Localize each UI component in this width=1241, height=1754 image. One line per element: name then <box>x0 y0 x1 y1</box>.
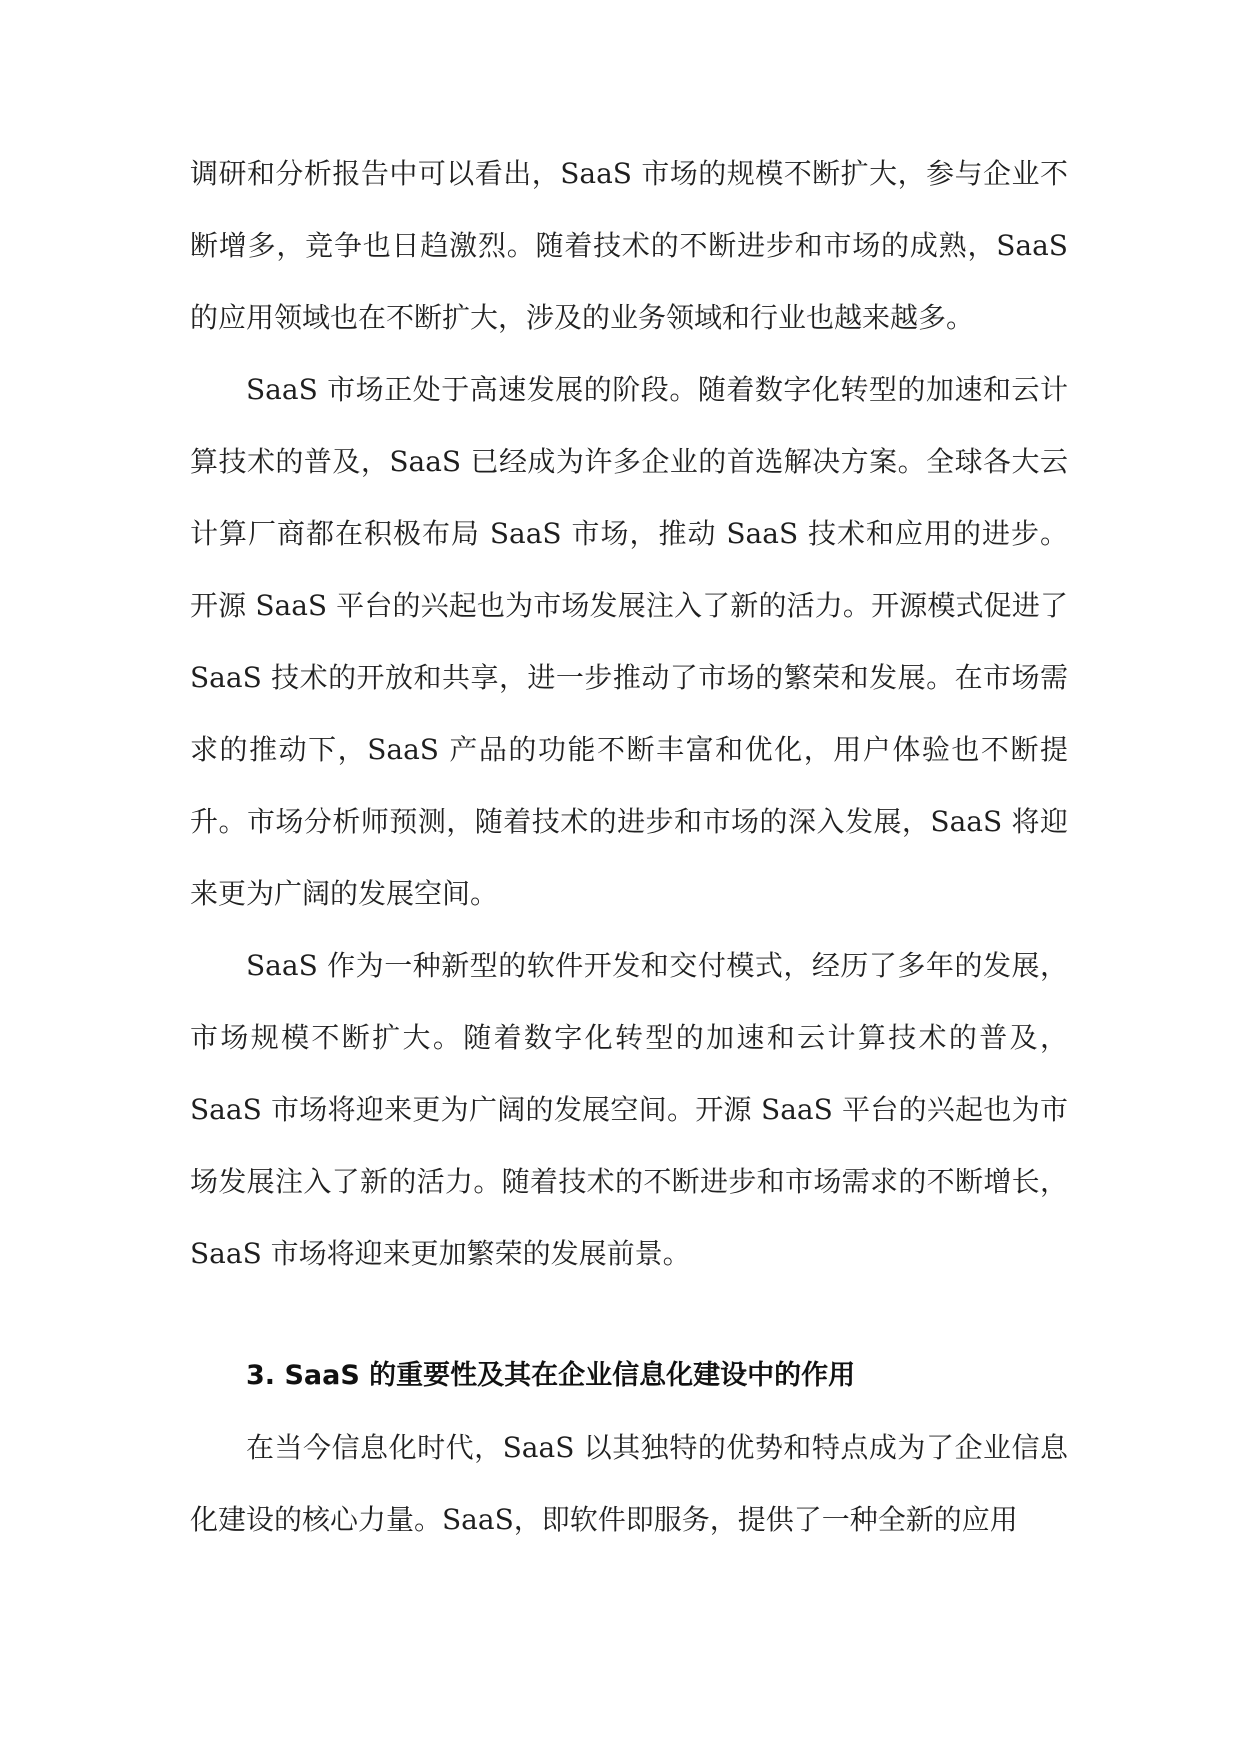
paragraph-market-growth: 调研和分析报告中可以看出，SaaS 市场的规模不断扩大，参与企业不断增多，竞争也日趋激烈。随着技术的不断进步和市场的成熟，SaaS 的应用领域也在不断扩大，涉及的业务领域和行业也越来越多。 <box>190 157 1068 334</box>
paragraph-importance: 在当今信息化时代，SaaS 以其独特的优势和特点成为了企业信息化建设的核心力量。SaaS，即软件即服务，提供了一种全新的应用 <box>190 1431 1068 1536</box>
paragraph-market-outlook: SaaS 作为一种新型的软件开发和交付模式，经历了多年的发展，市场规模不断扩大。随着数字化转型的加速和云计算技术的普及，SaaS 市场将迎来更为广阔的发展空间。开源 SaaS 平台的兴起也为市场发展注入了新的活力。随着技术的不断进步和市场需求的不断增长，SaaS 市场将迎来更加繁荣的发展前景。 <box>190 949 1068 1270</box>
document-body <box>190 138 1068 1556</box>
paragraph-market-development: SaaS 市场正处于高速发展的阶段。随着数字化转型的加速和云计算技术的普及，SaaS 已经成为许多企业的首选解决方案。全球各大云计算厂商都在积极布局 SaaS 市场，推动 SaaS 技术和应用的进步。开源 SaaS 平台的兴起也为市场发展注入了新的活力。开源模式促进了 SaaS 技术的开放和共享，进一步推动了市场的繁荣和发展。在市场需求的推动下，SaaS 产品的功能不断丰富和优化，用户体验也不断提升。市场分析师预测，随着技术的进步和市场的深入发展，SaaS 将迎来更为广阔的发展空间。 <box>190 373 1068 910</box>
section-heading: 3. SaaS 的重要性及其在企业信息化建设中的作用 <box>246 1360 856 1391</box>
